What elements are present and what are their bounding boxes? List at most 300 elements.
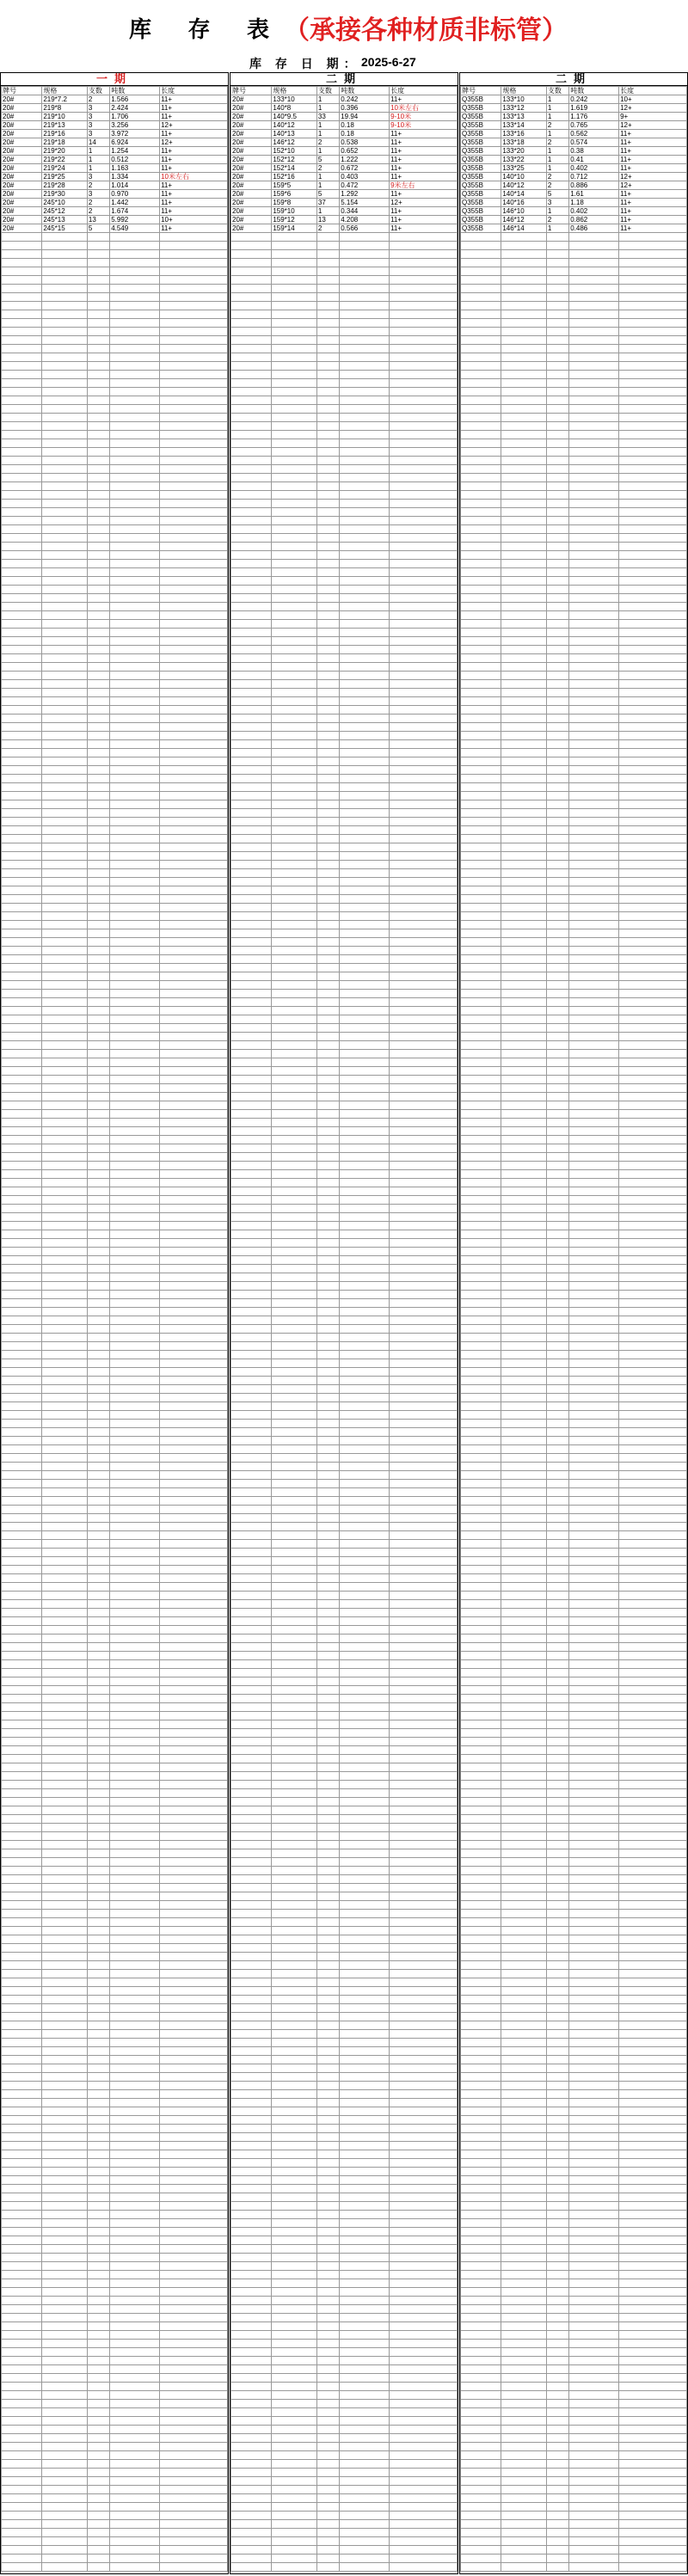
empty-cell (160, 1342, 228, 1351)
empty-cell (340, 1789, 390, 1798)
empty-cell (272, 422, 317, 431)
empty-cell (231, 586, 272, 594)
empty-cell (619, 353, 687, 362)
empty-cell (272, 1574, 317, 1583)
empty-cell (340, 1763, 390, 1772)
empty-cell (2, 1187, 42, 1196)
empty-cell (2, 1841, 42, 1849)
empty-cell (390, 1531, 458, 1540)
empty-cell (340, 998, 390, 1007)
empty-cell (501, 800, 547, 809)
empty-cell (619, 1523, 687, 1531)
empty-row (2, 1746, 228, 1755)
empty-cell (569, 2245, 619, 2254)
empty-cell (87, 2451, 109, 2460)
empty-cell (2, 345, 42, 353)
empty-cell (546, 1798, 568, 1806)
empty-cell (546, 1428, 568, 1437)
empty-cell (501, 1677, 547, 1686)
empty-row (461, 818, 687, 826)
empty-row (461, 1445, 687, 1454)
empty-cell (2, 835, 42, 843)
cell-tons: 0.18 (340, 121, 390, 130)
panel-phase-1 (0, 72, 229, 2574)
empty-cell (546, 371, 568, 379)
empty-cell (569, 1935, 619, 1944)
empty-cell (569, 1136, 619, 1144)
empty-cell (501, 1729, 547, 1738)
empty-row (231, 929, 458, 938)
empty-cell (461, 517, 501, 525)
empty-cell (340, 620, 390, 629)
empty-row (2, 1841, 228, 1849)
empty-cell (231, 1996, 272, 2004)
empty-row (461, 1789, 687, 1798)
empty-cell (316, 1763, 339, 1772)
empty-cell (569, 689, 619, 697)
empty-row (461, 2090, 687, 2099)
empty-cell (501, 1196, 547, 1205)
empty-cell (87, 2434, 109, 2443)
empty-cell (272, 1712, 317, 1720)
empty-cell (160, 2288, 228, 2297)
empty-cell (42, 1041, 88, 1050)
empty-row (2, 1265, 228, 1273)
empty-cell (569, 818, 619, 826)
empty-cell (316, 1213, 339, 1222)
empty-cell (272, 1669, 317, 1677)
empty-cell (569, 1101, 619, 1110)
empty-cell (619, 2056, 687, 2064)
empty-cell (110, 1084, 160, 1093)
empty-cell (461, 1720, 501, 1729)
empty-cell (340, 1205, 390, 1213)
empty-cell (42, 1824, 88, 1832)
empty-row (2, 1557, 228, 1566)
empty-cell (42, 1256, 88, 1265)
empty-row (2, 2400, 228, 2408)
empty-cell (461, 1832, 501, 1841)
empty-cell (340, 766, 390, 775)
empty-cell (390, 2340, 458, 2348)
empty-cell (569, 1729, 619, 1738)
empty-cell (501, 336, 547, 345)
empty-row (2, 1144, 228, 1153)
empty-cell (160, 1549, 228, 1557)
empty-cell (546, 482, 568, 491)
empty-cell (2, 1488, 42, 1497)
empty-cell (461, 1222, 501, 1230)
empty-cell (2, 1600, 42, 1609)
empty-row (2, 1806, 228, 1815)
empty-cell (42, 1411, 88, 1420)
empty-cell (340, 663, 390, 672)
empty-cell (272, 1119, 317, 1127)
empty-cell (501, 2211, 547, 2219)
empty-cell (340, 1574, 390, 1583)
empty-cell (390, 981, 458, 990)
empty-cell (231, 2434, 272, 2443)
empty-cell (2, 2486, 42, 2494)
empty-cell (546, 1961, 568, 1970)
empty-row (231, 1179, 458, 1187)
empty-cell (160, 2374, 228, 2383)
empty-cell (619, 611, 687, 620)
empty-cell (316, 1024, 339, 1033)
empty-cell (42, 1299, 88, 1308)
empty-row (231, 1763, 458, 1772)
empty-cell (501, 551, 547, 560)
empty-cell (340, 2056, 390, 2064)
empty-cell (272, 517, 317, 525)
empty-row (461, 1058, 687, 1067)
empty-cell (619, 345, 687, 353)
empty-cell (2, 1119, 42, 1127)
empty-row (461, 1592, 687, 1600)
empty-row (231, 1076, 458, 1084)
empty-cell (2, 1892, 42, 1901)
empty-cell (231, 852, 272, 861)
empty-cell (160, 878, 228, 886)
empty-row (231, 517, 458, 525)
empty-cell (87, 233, 109, 242)
empty-cell (110, 672, 160, 680)
empty-cell (2, 1781, 42, 1789)
empty-cell (272, 1506, 317, 1514)
empty-cell (390, 1093, 458, 1101)
empty-cell (619, 654, 687, 663)
empty-cell (160, 2013, 228, 2021)
empty-cell (110, 2408, 160, 2417)
empty-cell (390, 2039, 458, 2047)
empty-cell (390, 654, 458, 663)
empty-cell (87, 1394, 109, 1402)
empty-cell (272, 2159, 317, 2168)
empty-cell (316, 379, 339, 388)
empty-cell (110, 2279, 160, 2288)
empty-cell (390, 1746, 458, 1755)
empty-cell (501, 1368, 547, 1377)
empty-row (2, 2494, 228, 2503)
empty-cell (340, 1514, 390, 1523)
empty-cell (461, 929, 501, 938)
empty-row (461, 1463, 687, 1471)
empty-cell (501, 1996, 547, 2004)
empty-row (231, 1334, 458, 1342)
empty-cell (231, 448, 272, 457)
empty-row (461, 543, 687, 551)
empty-cell (461, 2021, 501, 2030)
empty-cell (160, 1901, 228, 1910)
empty-cell (110, 818, 160, 826)
empty-cell (501, 310, 547, 319)
empty-cell (42, 1033, 88, 1041)
empty-cell (340, 852, 390, 861)
empty-row (461, 1746, 687, 1755)
empty-cell (110, 1583, 160, 1592)
empty-cell (316, 1712, 339, 1720)
empty-cell (390, 757, 458, 766)
empty-cell (619, 517, 687, 525)
empty-cell (340, 310, 390, 319)
empty-cell (546, 1041, 568, 1050)
table-row (231, 138, 458, 147)
empty-cell (272, 2460, 317, 2469)
empty-cell (501, 345, 547, 353)
empty-cell (87, 972, 109, 981)
empty-cell (569, 2021, 619, 2030)
empty-cell (569, 1170, 619, 1179)
empty-cell (340, 1076, 390, 1084)
empty-cell (461, 1763, 501, 1772)
empty-cell (619, 1454, 687, 1463)
empty-cell (316, 1858, 339, 1867)
empty-cell (231, 818, 272, 826)
empty-cell (2, 422, 42, 431)
empty-cell (87, 1875, 109, 1884)
cell-tons: 0.18 (340, 130, 390, 138)
empty-cell (501, 1643, 547, 1652)
empty-cell (569, 1996, 619, 2004)
empty-cell (110, 1359, 160, 1368)
empty-cell (42, 2056, 88, 2064)
cell-grade: Q355B (461, 113, 501, 121)
empty-cell (546, 594, 568, 603)
empty-cell (272, 1325, 317, 1334)
empty-cell (231, 2288, 272, 2297)
empty-cell (42, 1798, 88, 1806)
empty-cell (569, 1609, 619, 1617)
empty-row (461, 500, 687, 508)
empty-cell (340, 2297, 390, 2305)
empty-cell (501, 1600, 547, 1609)
empty-cell (619, 1411, 687, 1420)
empty-cell (2, 2185, 42, 2193)
empty-cell (390, 904, 458, 912)
empty-cell (340, 800, 390, 809)
empty-cell (340, 715, 390, 723)
empty-row (461, 929, 687, 938)
empty-cell (546, 869, 568, 878)
empty-cell (501, 912, 547, 921)
empty-cell (619, 1437, 687, 1445)
empty-cell (272, 1557, 317, 1566)
empty-cell (42, 508, 88, 517)
empty-cell (2, 921, 42, 929)
empty-cell (569, 1695, 619, 1703)
empty-cell (340, 1187, 390, 1196)
empty-cell (619, 2116, 687, 2125)
empty-cell (272, 697, 317, 706)
empty-cell (110, 723, 160, 732)
empty-cell (340, 2202, 390, 2211)
empty-row (2, 912, 228, 921)
empty-cell (546, 1712, 568, 1720)
empty-cell (160, 792, 228, 800)
empty-cell (42, 500, 88, 508)
empty-cell (619, 1892, 687, 1901)
empty-cell (231, 1334, 272, 1342)
empty-cell (340, 972, 390, 981)
empty-cell (501, 1377, 547, 1385)
empty-cell (316, 2546, 339, 2555)
empty-cell (2, 551, 42, 560)
empty-cell (231, 1574, 272, 1583)
empty-cell (2, 2004, 42, 2013)
empty-cell (110, 826, 160, 835)
empty-cell (272, 2563, 317, 2572)
empty-cell (2, 1540, 42, 1549)
empty-cell (110, 792, 160, 800)
empty-row (231, 319, 458, 328)
empty-cell (316, 525, 339, 534)
empty-cell (546, 1669, 568, 1677)
empty-cell (340, 1084, 390, 1093)
empty-cell (87, 1144, 109, 1153)
cell-tons: 1.619 (569, 104, 619, 113)
empty-cell (87, 2013, 109, 2021)
cell-grade: 20# (231, 104, 272, 113)
empty-cell (87, 1428, 109, 1437)
empty-cell (619, 715, 687, 723)
empty-row (461, 448, 687, 457)
empty-cell (461, 1738, 501, 1746)
empty-cell (546, 818, 568, 826)
empty-cell (272, 1041, 317, 1050)
empty-cell (501, 259, 547, 267)
empty-cell (316, 1970, 339, 1978)
empty-cell (619, 2004, 687, 2013)
empty-cell (390, 1480, 458, 1488)
empty-cell (619, 1351, 687, 1359)
empty-cell (546, 1101, 568, 1110)
empty-cell (501, 448, 547, 457)
cell-grade: 20# (231, 147, 272, 156)
empty-cell (87, 697, 109, 706)
empty-cell (316, 921, 339, 929)
empty-cell (42, 2219, 88, 2228)
empty-row (2, 1635, 228, 1643)
empty-cell (569, 938, 619, 947)
empty-cell (231, 1523, 272, 1531)
empty-cell (42, 1394, 88, 1402)
empty-cell (272, 1832, 317, 1841)
empty-cell (569, 2056, 619, 2064)
empty-row (461, 2245, 687, 2254)
empty-cell (390, 2460, 458, 2469)
empty-cell (569, 2082, 619, 2090)
empty-row (461, 1325, 687, 1334)
empty-cell (619, 1420, 687, 1428)
empty-cell (2, 2082, 42, 2090)
empty-cell (42, 1892, 88, 1901)
empty-cell (501, 276, 547, 285)
empty-cell (569, 1652, 619, 1660)
empty-row (2, 783, 228, 792)
empty-cell (461, 1187, 501, 1196)
empty-cell (316, 1076, 339, 1084)
empty-cell (340, 878, 390, 886)
empty-cell (501, 500, 547, 508)
empty-cell (110, 1179, 160, 1187)
empty-cell (160, 2168, 228, 2176)
empty-row (461, 465, 687, 474)
empty-cell (501, 293, 547, 302)
cell-spec: 146*12 (272, 138, 317, 147)
empty-cell (231, 861, 272, 869)
empty-cell (316, 886, 339, 895)
empty-cell (461, 1101, 501, 1110)
empty-cell (272, 267, 317, 276)
table-header-row (461, 87, 687, 95)
empty-row (231, 663, 458, 672)
empty-cell (110, 2555, 160, 2563)
empty-cell (231, 886, 272, 895)
empty-row (2, 1119, 228, 1127)
empty-cell (110, 2546, 160, 2555)
empty-cell (231, 1506, 272, 1514)
empty-cell (87, 353, 109, 362)
empty-cell (231, 1738, 272, 1746)
empty-cell (546, 1205, 568, 1213)
empty-cell (501, 2073, 547, 2082)
empty-cell (110, 2271, 160, 2279)
empty-cell (272, 809, 317, 818)
empty-cell (42, 1858, 88, 1867)
empty-cell (231, 2546, 272, 2555)
empty-cell (316, 2383, 339, 2391)
empty-cell (272, 1858, 317, 1867)
empty-cell (42, 2426, 88, 2434)
empty-cell (316, 551, 339, 560)
empty-cell (569, 1643, 619, 1652)
empty-cell (160, 2245, 228, 2254)
empty-row (461, 1720, 687, 1729)
cell-grade: 20# (2, 173, 42, 181)
empty-cell (501, 2013, 547, 2021)
empty-row (231, 818, 458, 826)
empty-cell (461, 1970, 501, 1978)
empty-cell (340, 1978, 390, 1987)
empty-cell (546, 2193, 568, 2202)
empty-cell (110, 1531, 160, 1540)
empty-cell (272, 1282, 317, 1291)
empty-cell (110, 1652, 160, 1660)
empty-cell (316, 233, 339, 242)
empty-row (231, 1351, 458, 1359)
empty-cell (110, 2211, 160, 2219)
empty-cell (569, 706, 619, 715)
empty-cell (87, 732, 109, 740)
empty-row (2, 1832, 228, 1841)
empty-row (461, 947, 687, 955)
empty-cell (272, 1437, 317, 1445)
empty-cell (569, 2236, 619, 2245)
empty-cell (501, 568, 547, 577)
empty-cell (87, 2426, 109, 2434)
empty-cell (2, 783, 42, 792)
empty-cell (87, 568, 109, 577)
empty-cell (316, 577, 339, 586)
empty-cell (390, 525, 458, 534)
empty-cell (546, 1815, 568, 1824)
empty-cell (42, 2262, 88, 2271)
empty-cell (231, 2503, 272, 2512)
empty-cell (231, 972, 272, 981)
empty-cell (2, 1875, 42, 1884)
cell-grade: Q355B (461, 95, 501, 104)
empty-row (231, 1273, 458, 1282)
